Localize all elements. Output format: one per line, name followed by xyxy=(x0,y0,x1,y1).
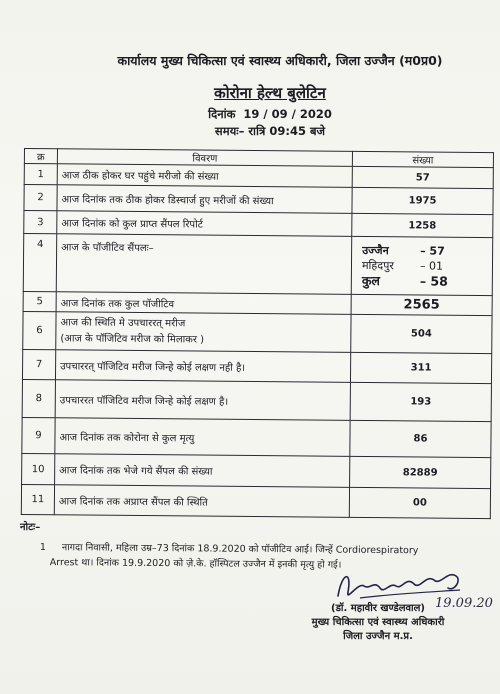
positive-breakdown xyxy=(351,236,493,295)
table-row xyxy=(22,379,491,421)
table-row xyxy=(21,484,490,518)
col-header-sno: क्र xyxy=(24,149,57,164)
note-line-2: Arrest था। दिनांक 19.9.2020 को ज़े.के. हॉस्पिटल उज्जैन में इनकी मृत्यु हो गई। xyxy=(49,557,342,571)
signatory-designation: मुख्य चिकित्सा एवं स्वास्थ्य अधिकारी xyxy=(311,617,445,628)
row-desc: आज ठीक होकर घर पहुंचे मरीजो की संख्या xyxy=(57,164,352,188)
date-label: दिनांक xyxy=(208,107,236,121)
bulletin-table xyxy=(21,148,494,519)
breakdown-count: – 58 xyxy=(419,273,448,289)
row-desc: आज दिनांक तक कोरोना से कुल मृत्यु xyxy=(55,418,350,457)
date-line xyxy=(150,107,390,122)
office-heading: कार्यालय मुख्य चिकित्सा एवं स्वास्थ्य अधिकारी, जिला उज्जैन (म0प्र0) xyxy=(117,53,443,68)
note-number: 1 xyxy=(39,541,47,554)
row-sno: 2 xyxy=(24,185,57,211)
row-value: 1258 xyxy=(352,213,493,237)
table-row xyxy=(23,234,492,296)
row-sno: 5 xyxy=(23,291,56,311)
row-desc: आज दिनांक तक अप्राप्त सैंपल की स्थिति xyxy=(54,485,349,518)
row-sno: 8 xyxy=(22,379,55,417)
row-desc: आज दिनांक तक भेजे गये सैंपल की संख्या xyxy=(55,454,350,488)
signatory-district: जिला उज्जैन म.प्र. xyxy=(343,631,413,642)
time-label: समयः– xyxy=(214,124,245,138)
row-desc: आज की स्थिति मे उपचाररत् मरीज xyxy=(60,316,186,329)
row-value: 82889 xyxy=(350,456,491,488)
table-row xyxy=(22,453,491,488)
row-sno: 7 xyxy=(22,349,55,379)
row-sno: 10 xyxy=(22,453,55,484)
row-sno: 11 xyxy=(21,484,54,514)
time-value: रात्रि 09:45 बजे xyxy=(248,124,326,138)
row-value: 2565 xyxy=(351,294,492,315)
bulletin-title: कोरोना हेल्थ बुलेटिन xyxy=(214,84,326,102)
col-header-count: संख्या xyxy=(352,151,493,167)
note-line-1: नागदा निवासी, महिला उम्र–73 दिनांक 18.9.2020 को पॉजीटिव आई। जिन्हें Cordiorespiratory xyxy=(61,542,419,557)
breakdown-item xyxy=(362,273,488,289)
table-row xyxy=(24,185,493,215)
row-value: 00 xyxy=(349,487,490,518)
note-title: नोटः– xyxy=(20,522,41,533)
row-value: 86 xyxy=(350,420,491,457)
row-sno: 3 xyxy=(24,211,57,234)
table-row xyxy=(22,349,491,383)
row-desc-multiline xyxy=(56,312,351,353)
row-value: 1975 xyxy=(352,187,493,214)
row-value: 193 xyxy=(350,382,491,421)
row-desc: उपचाररत पॉजिटिव मरीज जिन्हे कोई लक्षण है। xyxy=(55,380,350,421)
signature-date: 19.09.20 xyxy=(435,596,493,611)
row-sno: 9 xyxy=(22,417,55,453)
col-header-desc: विवरण xyxy=(57,149,352,167)
date-value: 19 / 09 / 2020 xyxy=(243,107,332,121)
row-sno: 6 xyxy=(23,311,56,349)
row-value: 311 xyxy=(350,352,491,383)
row-desc: उपचाररत् पॉजिटिव मरीज जिन्हे कोई लक्षण नही है। xyxy=(55,350,350,383)
row-value: 504 xyxy=(351,314,492,353)
time-line xyxy=(150,124,390,139)
signatory-name: (डॉ. महावीर खण्डेलवाल) xyxy=(331,603,425,614)
breakdown-count: – 01 xyxy=(419,259,444,273)
breakdown-name: महिदपुर xyxy=(361,258,394,273)
signatory-block xyxy=(288,602,468,644)
breakdown-name: उज्जैन xyxy=(362,243,389,258)
breakdown-item xyxy=(362,258,488,274)
table-row xyxy=(23,311,492,353)
table-row xyxy=(22,417,491,457)
breakdown-name: कुल xyxy=(361,272,380,289)
row-sno: 1 xyxy=(24,164,57,185)
row-desc: आज दिनांक तक ठीक होकर डिस्चार्ज हुए मरीजों की संख्या xyxy=(57,185,352,214)
row-desc: आज दिनांक तक कुल पॉजीटिव xyxy=(56,292,351,315)
row-sno: 4 xyxy=(23,234,57,292)
row-desc: आज दिनांक को कुल प्राप्त सैंपल रिपोर्ट xyxy=(57,211,352,237)
row-desc-sub: (आज के पॉजिटिव मरीज को मिलाकर ) xyxy=(60,332,205,346)
row-value: 57 xyxy=(352,166,493,188)
row-desc: आज के पॉजीटिव सैंपलः– xyxy=(56,234,351,295)
breakdown-count: – 57 xyxy=(420,244,445,258)
breakdown-item xyxy=(362,243,488,259)
